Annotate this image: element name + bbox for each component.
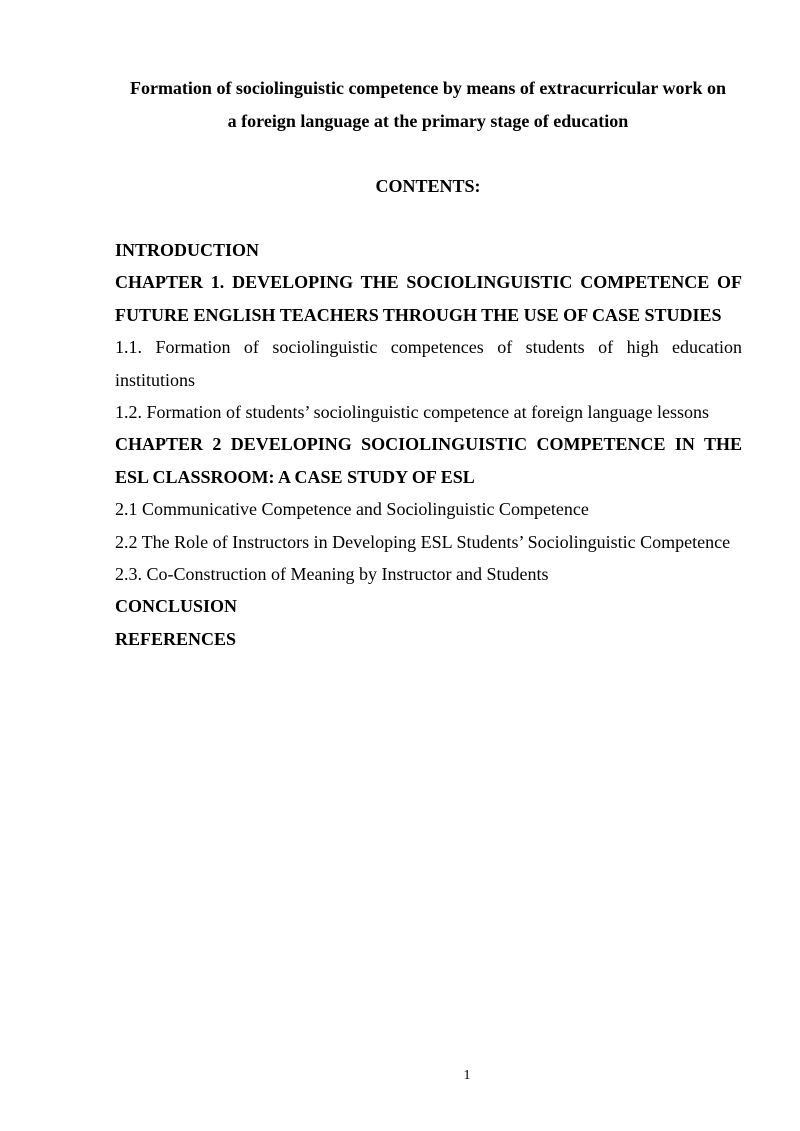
toc-entry-section-2-3: 2.3. Co-Construction of Meaning by Instructor and Students <box>115 564 549 585</box>
page-number: 1 <box>463 1068 471 1083</box>
document-title <box>112 72 744 137</box>
toc-entry-references: REFERENCES <box>115 628 237 649</box>
toc-entry-section-1-2: 1.2. Formation of students’ sociolinguistic competence at foreign language lessons <box>115 402 710 423</box>
toc-entry-conclusion: CONCLUSION <box>115 596 238 617</box>
contents-heading: CONTENTS: <box>375 176 481 196</box>
title-line-2: a foreign language at the primary stage of education <box>227 110 629 131</box>
toc-entry-chapter-2: CHAPTER 2 DEVELOPING SOCIOLINGUISTIC COMPETENCE IN THE ESL CLASSROOM: A CASE STUDY OF ESL <box>115 434 742 487</box>
toc-entry-section-2-1: 2.1 Communicative Competence and Sociolinguistic Competence <box>115 499 589 520</box>
toc-entry-section-1-1: 1.1. Formation of sociolinguistic competences of students of high education institutions <box>115 337 742 390</box>
title-line-1: Formation of sociolinguistic competence by means of extracurricular work on <box>129 78 727 98</box>
table-of-contents <box>115 234 742 655</box>
toc-entry-chapter-1: CHAPTER 1. DEVELOPING THE SOCIOLINGUISTIC COMPETENCE OF FUTURE ENGLISH TEACHERS THROUGH THE USE OF CASE STUDIES <box>115 272 742 325</box>
toc-entry-section-2-2: 2.2 The Role of Instructors in Developing ESL Students’ Sociolinguistic Competence <box>115 531 731 552</box>
toc-entry-introduction: INTRODUCTION <box>115 240 260 260</box>
